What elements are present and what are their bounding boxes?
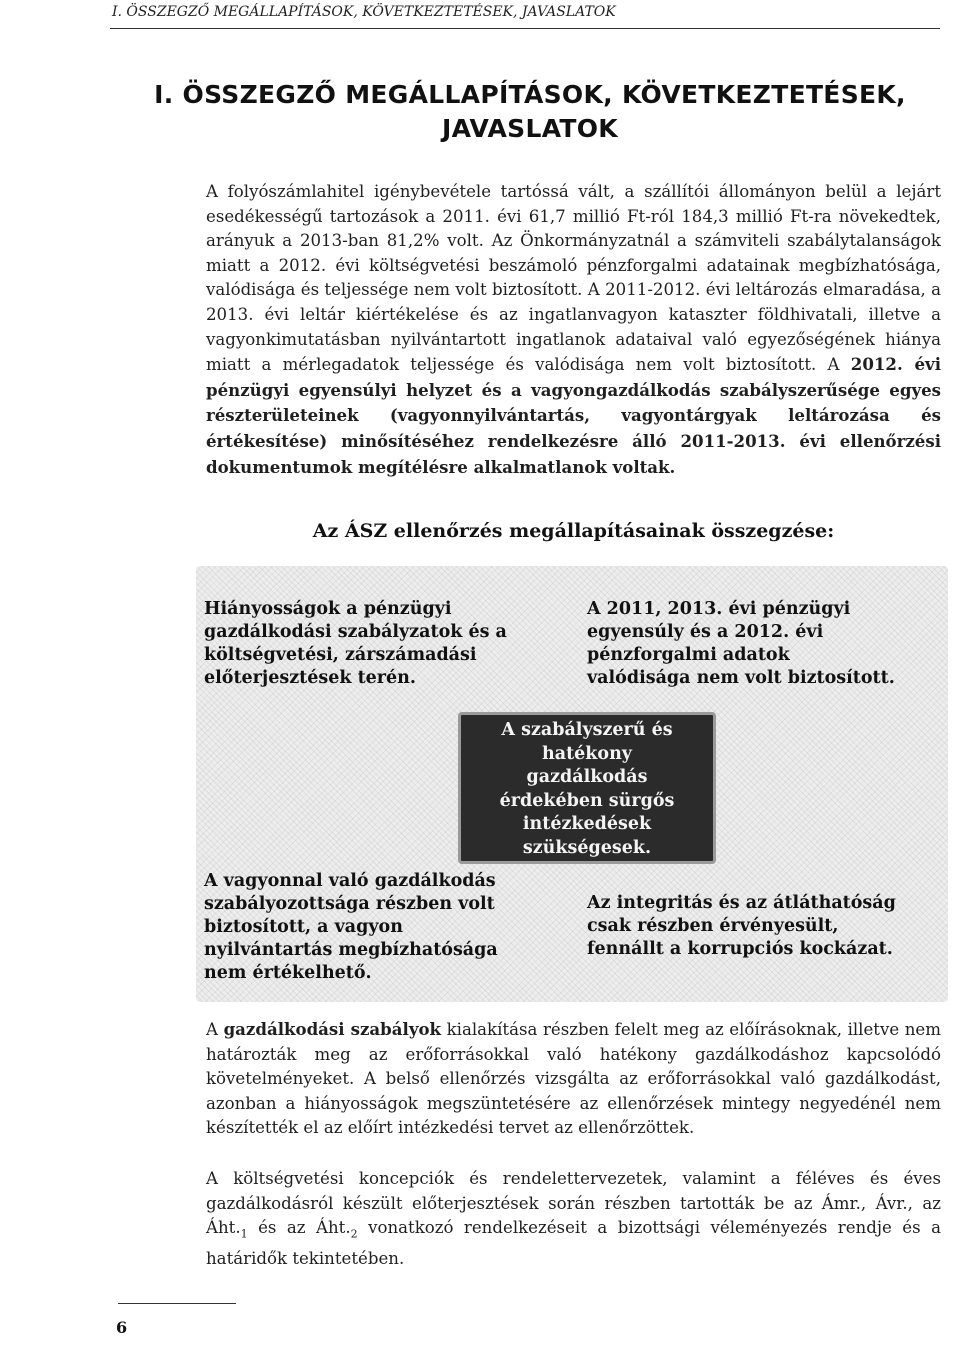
chapter-title xyxy=(130,78,930,146)
paragraph2-bold: gazdálkodási szabályok xyxy=(223,1019,442,1039)
finding-bottom-left: A vagyonnal való gazdálkodás szabályozottsága részben volt biztosított, a vagyon nyilvántartás megbízhatósága nem értékelhető. xyxy=(204,871,498,983)
footer-rule xyxy=(118,1303,236,1304)
paragraph-budget-concepts: A költségvetési koncepciók és rendelettervezetek, valamint a féléves és éves gazdálkodásról készült előterjesztések során részben tartották be az Ámr., Ávr., az $Áht._1$ és az $Áht._2$ vonatkozó rendelkezéseit a bizottsági véleményezés rendje és a határidők tekintetében. xyxy=(206,1169,941,1269)
running-header: I. ÖSSZEGZŐ MEGÁLLAPÍTÁSOK, KÖVETKEZTETÉSEK, JAVASLATOK xyxy=(112,4,616,20)
finding-top-left: Hiányosságok a pénzügyi gazdálkodási szabályzatok és a költségvetési, zárszámadási előterjesztések terén. xyxy=(204,599,507,688)
header-rule xyxy=(110,28,940,29)
chapter-title-line2: JAVASLATOK xyxy=(442,114,618,143)
chapter-title-line1: I. ÖSSZEGZŐ MEGÁLLAPÍTÁSOK, KÖVETKEZTETÉSEK, xyxy=(154,80,906,109)
findings-figure xyxy=(196,566,948,1002)
paragraph-management-rules: A gazdálkodási szabályok kialakítása részben felelt meg az előírásoknak, illetve nem határozták meg az erőforrásokkal való hatékony gazdálkodáshoz kapcsolódó követelményeket. A belső ellenőrzés vizsgálta az erőforrásokkal való gazdálkodást, azonban a hiányosságok megszüntetésére az ellenőrzések mintegy negyedénél nem készítették el az előírt intézkedési tervet az ellenőrzöttek. xyxy=(206,1019,941,1138)
finding-center: A szabályszerű és hatékony gazdálkodás érdekében sürgős intézkedések szükségesek. xyxy=(458,712,716,864)
summary-regular-text: A folyószámlahitel igénybevétele tartóssá vált, a szállítói állományon belül a lejárt esedékességű tartozások a 2011. évi 61,7 millió Ft-ról 184,3 millió Ft-ra növekedtek, arányuk a 2013-ban 81,2% volt. Az Önkormányzatnál a számviteli szabálytalanságok miatt a 2012. évi költségvetési beszámoló pénzforgalmi adatainak megbízhatósága, valódisága és teljessége nem volt biztosított. A 2011-2012. évi leltározás elmaradása, a 2013. évi leltár kiértékelése és az ingatlanvagyon kataszter földhivatali, illetve a vagyonkimutatásban nyilvántartott ingatlanok adataival való egyezőségének hiánya miatt a mérlegadatok teljessége és valódisága nem volt biztosított. A xyxy=(206,182,941,375)
page-number: 6 xyxy=(116,1318,128,1337)
finding-top-right: A 2011, 2013. évi pénzügyi egyensúly és a 2012. évi pénzforgalmi adatok valódisága nem volt biztosított. xyxy=(587,599,895,688)
finding-bottom-right: Az integritás és az átláthatóság csak részben érvényesült, fennállt a korrupciós kockázat. xyxy=(587,893,896,959)
summary-bold-text: 2012. évi pénzügyi egyensúlyi helyzet és a vagyongazdálkodás szabályszerűsége egyes részterületeinek (vagyonnyilvántartás, vagyontárgyak leltározása és értékesítése) minősítéséhez rendelkezésre álló 2011-2013. évi ellenőrzési dokumentumok megítélésre alkalmatlanok voltak. xyxy=(206,354,941,477)
summary-paragraph xyxy=(206,180,941,480)
section-heading: Az ÁSZ ellenőrzés megállapításainak összegzése: xyxy=(312,520,835,542)
